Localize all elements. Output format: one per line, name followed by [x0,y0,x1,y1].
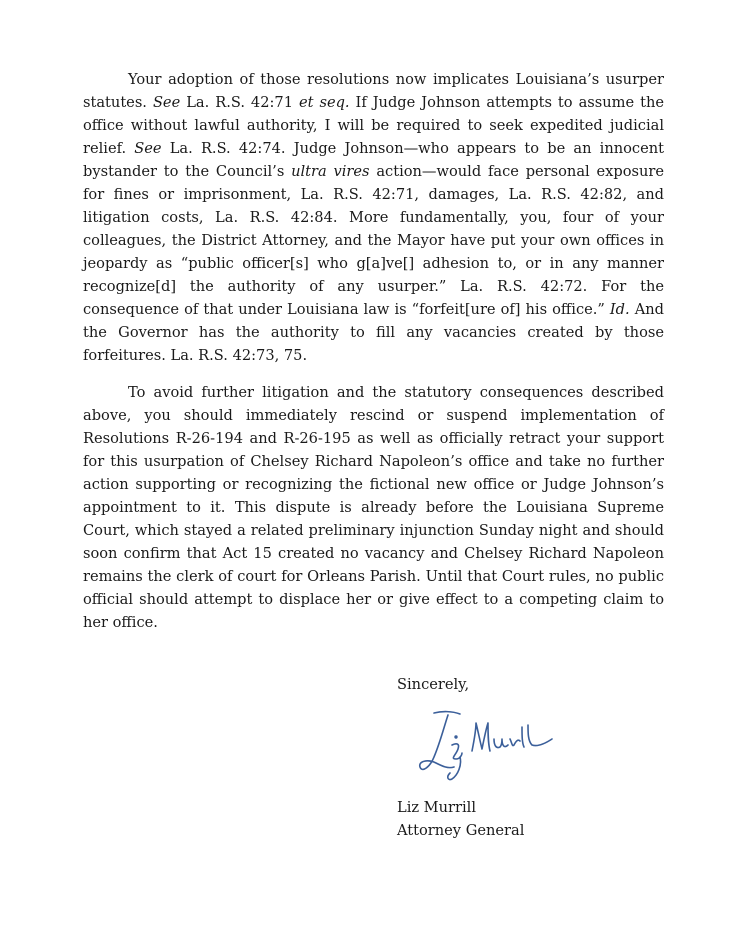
citation-signal-see: See [152,94,181,111]
handwritten-signature [410,705,560,785]
text-run: Your adoption of those resolutions now implicates Louisiana’s usurper statutes. [83,71,664,111]
signatory-name: Liz Murrill [397,799,476,816]
text-run: If Judge Johnson attempts to assume the office without lawful authority, I will be required to seek expedited judicial relief. [83,94,664,157]
citation-signal-id: Id. [609,301,630,318]
body-paragraph-1 [83,68,664,367]
signatory-title: Attorney General [397,822,525,839]
citation-signal-see: See [134,140,162,157]
body-paragraph-2 [83,381,664,634]
text-run: action—would face personal exposure for fines or imprisonment, La. R.S. 42:71, damages, La. R.S. 42:82, and litigation costs, La. R.S. 42:84. More fundamentally, you, four of your colleagues, the District Attorney, and the Mayor have put your own offices in jeopardy as “public officer[s] who g[a]ve[] adhesion to, or in any manner recognize[d] the authority of any usurper.” La. R.S. 42:72. For the consequence of that under Louisiana law is “forfeit[ure of] his office.” [83,163,664,318]
citation-signal-et-seq: et seq. [298,94,350,111]
text-run: And the Governor has the authority to fill any vacancies created by those forfeitures. La. R.S. 42:73, 75. [83,301,664,364]
latin-phrase-ultra-vires: ultra vires [291,163,370,180]
text-run: To avoid further litigation and the statutory consequences described above, you should immediately rescind or suspend implementation of Resolutions R-26-194 and R-26-195 as well as officially retract your support for this usurpation of Chelsey Richard Napoleon’s office and take no further action supporting or recognizing the fictional new office or Judge Johnson’s appointment to it. This dispute is already before the Louisiana Supreme Court, which stayed a related preliminary injunction Sunday night and should soon confirm that Act 15 created no vacancy and Chelsey Richard Napoleon remains the clerk of court for Orleans Parish. Until that Court rules, no public official should attempt to displace her or give effect to a competing claim to her office. [83,384,664,631]
closing-salutation: Sincerely, [397,676,470,693]
text-run: La. R.S. 42:71 [180,94,299,111]
text-run: La. R.S. 42:74. Judge Johnson—who appears to be an innocent bystander to the Council’s [83,140,664,180]
